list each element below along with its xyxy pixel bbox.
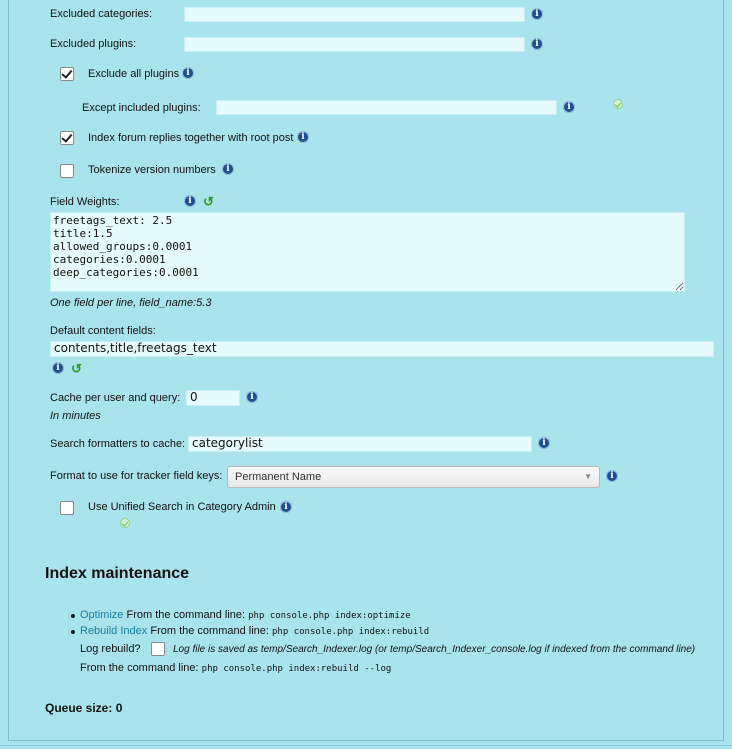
info-icon[interactable]: i: [52, 362, 64, 374]
except-included-plugins-label: Except included plugins:: [82, 102, 201, 114]
optimize-link[interactable]: Optimize: [80, 609, 124, 621]
field-weights-label: Field Weights:: [50, 196, 120, 208]
cache-per-user-input[interactable]: 0: [186, 390, 240, 406]
unified-search-category-admin-checkbox[interactable]: [60, 501, 74, 515]
tracker-field-keys-label: Format to use for tracker field keys:: [50, 470, 223, 482]
field-weights-hint: One field per line, field_name:5.3: [50, 297, 212, 309]
exclude-all-plugins-label: Exclude all plugins: [88, 68, 180, 80]
optimize-command: php console.php index:optimize: [248, 611, 411, 621]
queue-size: Queue size: 0: [45, 701, 123, 715]
default-content-fields-input[interactable]: contents,title,freetags_text: [50, 341, 714, 357]
divider: [0, 745, 732, 749]
info-icon[interactable]: i: [280, 501, 292, 513]
reset-icon[interactable]: ↺: [71, 361, 82, 376]
optimize-text: From the command line:: [126, 609, 246, 621]
reset-icon[interactable]: ↺: [203, 194, 214, 209]
tokenize-version-numbers-checkbox[interactable]: [60, 164, 74, 178]
log-command-text: From the command line:: [80, 662, 199, 674]
excluded-categories-input[interactable]: [184, 7, 525, 22]
optimize-row: [80, 609, 411, 621]
info-icon[interactable]: i: [531, 8, 543, 20]
unified-search-category-admin-label: Use Unified Search in Category Admin: [88, 501, 276, 513]
log-command: php console.php index:rebuild --log: [201, 664, 392, 674]
ok-icon: [613, 99, 623, 109]
search-formatters-input[interactable]: categorylist: [188, 436, 532, 452]
section-title: Index maintenance: [45, 565, 190, 582]
tracker-field-keys-select[interactable]: [227, 466, 600, 488]
cache-per-user-label: Cache per user and query:: [50, 392, 181, 404]
index-forum-replies-label: Index forum replies together with root post: [88, 132, 294, 144]
log-rebuild-note: Log file is saved as temp/Search_Indexer.log (or temp/Search_Indexer_console.log if indexed from the command line): [173, 644, 696, 655]
chevron-down-icon: ▼: [584, 472, 592, 481]
bullet: [71, 614, 75, 618]
info-icon[interactable]: i: [563, 101, 575, 113]
rebuild-row: [80, 625, 429, 637]
info-icon[interactable]: i: [222, 163, 234, 175]
info-icon[interactable]: i: [246, 391, 258, 403]
info-icon[interactable]: i: [531, 38, 543, 50]
info-icon[interactable]: i: [182, 67, 194, 79]
log-command-row: [80, 662, 391, 674]
excluded-categories-label: Excluded categories:: [50, 8, 153, 20]
ok-icon: [120, 518, 130, 528]
info-icon[interactable]: i: [184, 195, 196, 207]
rebuild-index-link[interactable]: Rebuild Index: [80, 625, 148, 637]
search-formatters-label: Search formatters to cache:: [50, 438, 186, 450]
info-icon[interactable]: i: [606, 470, 618, 482]
rebuild-text: From the command line:: [150, 625, 269, 637]
tracker-field-keys-selected: Permanent Name: [235, 471, 322, 483]
bullet: [71, 630, 75, 634]
default-content-fields-label: Default content fields:: [50, 325, 156, 337]
info-icon[interactable]: i: [297, 131, 309, 143]
except-included-plugins-input[interactable]: [216, 100, 557, 115]
field-weights-textarea[interactable]: [50, 212, 685, 292]
excluded-plugins-input[interactable]: [184, 37, 525, 52]
log-rebuild-label: Log rebuild?: [80, 643, 141, 655]
rebuild-command: php console.php index:rebuild: [272, 627, 430, 637]
info-icon[interactable]: i: [538, 437, 550, 449]
excluded-plugins-label: Excluded plugins:: [50, 38, 137, 50]
exclude-all-plugins-checkbox[interactable]: [60, 67, 74, 81]
cache-per-user-hint: In minutes: [50, 410, 101, 422]
tokenize-version-numbers-label: Tokenize version numbers: [88, 164, 216, 176]
index-forum-replies-checkbox[interactable]: [60, 131, 74, 145]
log-rebuild-checkbox[interactable]: [151, 642, 165, 656]
